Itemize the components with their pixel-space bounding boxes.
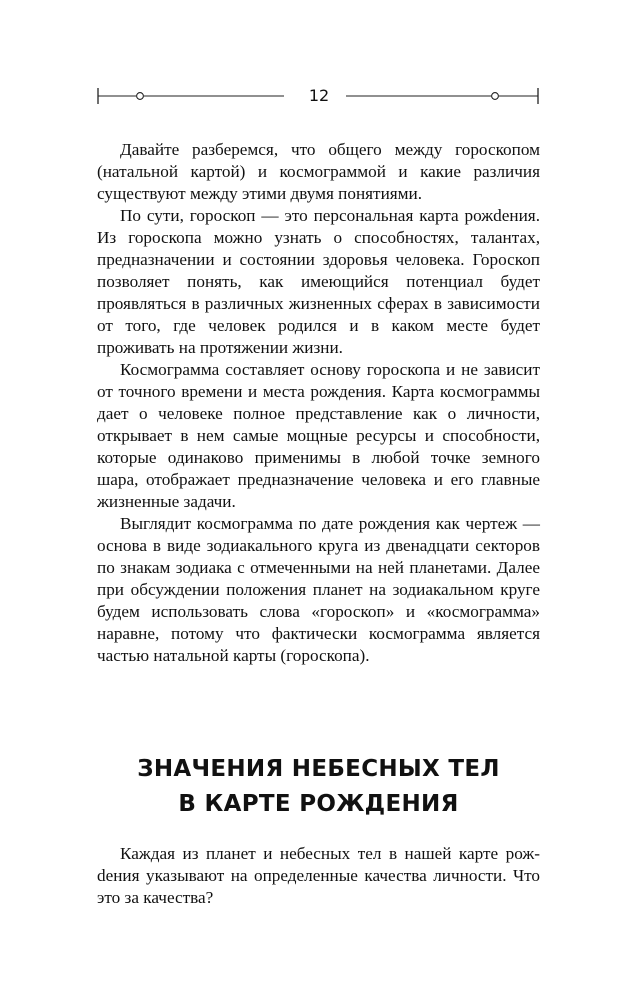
paragraph: Космограмма составляет основу гороскопа и не зависит от точного времени и места рождения. Карта космограммы дает о человеке полное представление как о личности, открывает в нем самые мощные ресурсы и способности, которые одинаково применимы в любой точке земного шара, отображает предназначение человека и его главные жизненные задачи.: [97, 360, 540, 511]
paragraph: Выглядит космограмма по дате рождения как чертеж — основа в виде зодиакального круга из двенадцати секторов по знакам зодиака с отмеченными на ней планетами. Далее при обсуждении положения планет на зодиакальном круге будем использовать слова «гороскоп» и «космограмма» наравне, потому что фактически космограмма является частью натальной карты (гороскопа).: [97, 514, 540, 665]
section-text: [97, 843, 540, 909]
paragraph: Каждая из планет и небесных тел в нашей карте рожdения указывают на определенные качества личности. Что это за качества?: [97, 844, 540, 907]
section-heading-line-1: ЗНАЧЕНИЯ НЕБЕСНЫХ ТЕЛ: [137, 756, 500, 782]
main-text: [97, 139, 540, 667]
paragraph: По сути, гороскоп — это персональная карта рожdения. Из гороскопа можно узнать о способностях, талантах, предназначении и состоянии здоровья человека. Гороскоп позволяет понять, как имеющийся потенциал будет проявляться в различных жизненных сферах в зависимости от того, где человек родился и в каком месте будет проживать на протяжении жизни.: [97, 206, 540, 357]
page-header: [96, 84, 542, 108]
page-number: 12: [308, 86, 330, 105]
paragraph: Давайте разберемся, что общего между гороскопом (натальной картой) и космограммой и какие различия существуют между этими двумя понятиями.: [97, 140, 540, 203]
section-heading-line-2: В КАРТЕ РОЖДЕНИЯ: [178, 791, 459, 817]
section-heading: [97, 752, 540, 822]
